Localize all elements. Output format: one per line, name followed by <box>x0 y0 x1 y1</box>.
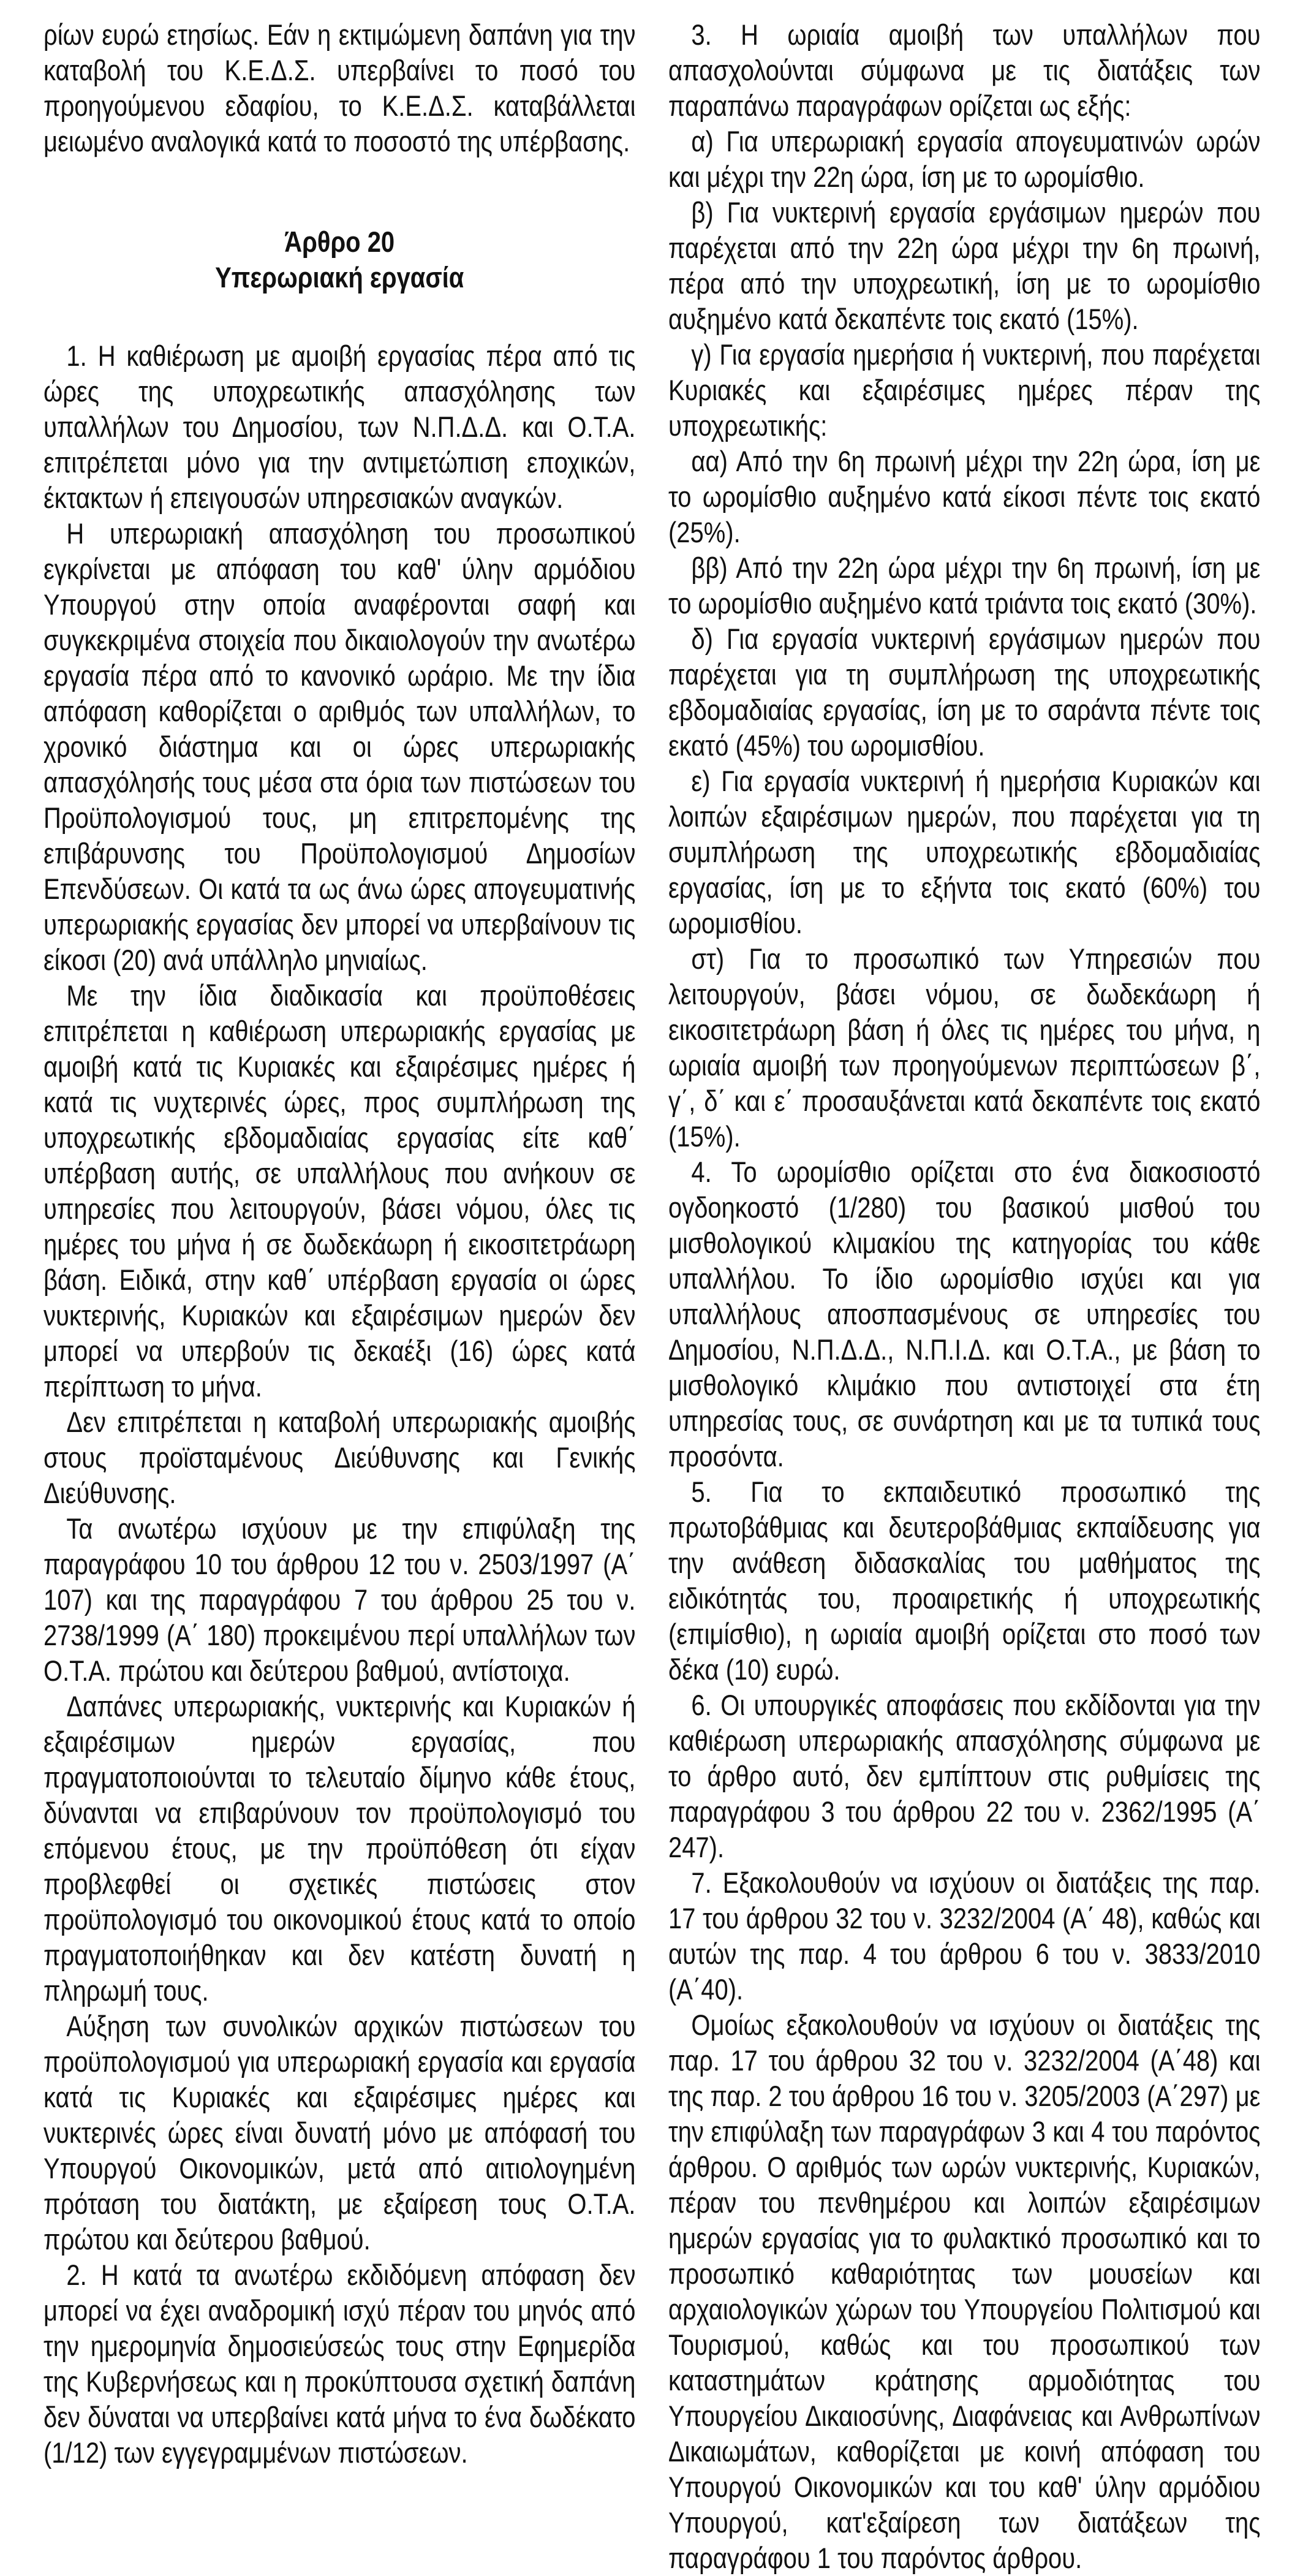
paragraph: Αύξηση των συνολικών αρχικών πιστώσεων του προϋπολογισμού για υπερωριακή εργασία και εργασία κατά τις Κυριακές και εξαιρέσιμες ημέρες και νυκτερινές ώρες είναι δυνατή μόνο με απόφασή του Υπουργού Οικονομικών, μετά από αιτιολογημένη πρόταση του διατάκτη, με εξαίρεση τους Ο.Τ.Α. πρώτου και δεύτερου βαθμού. <box>43 2010 636 2256</box>
paragraph: Ομοίως εξακολουθούν να ισχύουν οι διατάξεις της παρ. 17 του άρθρου 32 του ν. 3232/2004 (Α΄48) και της παρ. 2 του άρθρου 16 του ν. 3205/2003 (Α΄297) με την επιφύλαξη των παραγράφων 3 και 4 του παρόντος άρθρου. Ο αριθμός των ωρών νυκτερινής, Κυριακών, πέραν του πενθημέρου και λοιπών εξαιρέσιμων ημερών εργασίας για το φυλακτικό προσωπικό και το προσωπικό καθαριότητας των μουσείων και αρχαιολογικών χώρων του Υπουργείου Πολιτισμού και Τουρισμού, καθώς και του προσωπικού των καταστημάτων κράτησης αρμοδιότητας του Υπουργείου Δικαιοσύνης, Διαφάνειας και Ανθρωπίνων Δικαιωμάτων, καθορίζεται με κοινή απόφαση του Υπουργού Οικονομικών και του καθ' ύλην αρμόδιου Υπουργού, κατ'εξαίρεση των διατάξεων της παραγράφου 1 του παρόντος άρθρου. <box>668 2009 1261 2574</box>
paragraph: ββ) Από την 22η ώρα μέχρι την 6η πρωινή, ίση με το ωρομίσθιο αυξημένο κατά τριάντα τοις εκατό (30%). <box>668 551 1261 619</box>
right-column <box>668 17 1303 2576</box>
paragraph: Τα ανωτέρω ισχύουν με την επιφύλαξη της παραγράφου 10 του άρθρου 12 του ν. 2503/1997 (Α΄ 107) και της παραγράφου 7 του άρθρου 25 του ν. 2738/1999 (Α΄ 180) προκειμένου περί υπαλλήλων των Ο.Τ.Α. πρώτου και δεύτερου βαθμού, αντίστοιχα. <box>43 1512 636 1687</box>
paragraph: Δεν επιτρέπεται η καταβολή υπερωριακής αμοιβής στους προϊσταμένους Διεύθυνσης και Γενικής Διεύθυνσης. <box>43 1406 636 1509</box>
paragraph: 7. Εξακολουθούν να ισχύουν οι διατάξεις της παρ. 17 του άρθρου 32 του ν. 3232/2004 (Α΄ 48), καθώς και αυτών της παρ. 4 του άρθρου 6 του ν. 3833/2010 (Α΄40). <box>668 1866 1261 2006</box>
paragraph: στ) Για το προσωπικό των Υπηρεσιών που λειτουργούν, βάσει νόμου, σε δωδεκάωρη ή εικοσιτετράωρη βάση ή όλες τις ημέρες του μήνα, η ωριαία αμοιβή των προηγούμενων περιπτώσεων β΄, γ΄, δ΄ και ε΄ προσαυξάνεται κατά δεκαπέντε τοις εκατό (15%). <box>668 942 1261 1153</box>
paragraph: γ) Για εργασία ημερήσια ή νυκτερινή, που παρέχεται Κυριακές και εξαιρέσιμες ημέρες πέραν της υποχρεωτικής: <box>668 338 1261 442</box>
article-number: Άρθρο 20 <box>284 225 395 258</box>
paragraph: 6. Οι υπουργικές αποφάσεις που εκδίδονται για την καθιέρωση υπερωριακής απασχόλησης σύμφωνα με το άρθρο αυτό, δεν εμπίπτουν στις ρυθμίσεις της παραγράφου 3 του άρθρου 22 του ν. 2362/1995 (Α΄ 247). <box>668 1689 1261 1863</box>
article-title: Υπερωριακή εργασία <box>215 261 464 294</box>
paragraph: 4. Το ωρομίσθιο ορίζεται στο ένα διακοσιοστό ογδοηκοστό (1/280) του βασικού μισθού του μισθολογικού κλιμακίου της κατηγορίας του κάθε υπαλλήλου. Το ίδιο ωρομίσθιο ισχύει και για υπαλλήλους αποσπασμένους σε υπηρεσίες του Δημοσίου, Ν.Π.Δ.Δ., Ν.Π.Ι.Δ. και Ο.Τ.Α., με βάση το μισθολογικό κλιμάκιο που αντιστοιχεί στα έτη υπηρεσίας τους, σε συνάρτηση και με τα τυπικά τους προσόντα. <box>668 1156 1261 1472</box>
continuation-paragraph: ρίων ευρώ ετησίως. Εάν η εκτιμώμενη δαπάνη για την καταβολή του Κ.Ε.Δ.Σ. υπερβαίνει το ποσό του προηγούμενου εδαφίου, το Κ.Ε.Δ.Σ. καταβάλλεται μειωμένο αναλογικά κατά το ποσοστό της υπέρβασης. <box>43 18 636 157</box>
paragraph: 1. Η καθιέρωση με αμοιβή εργασίας πέρα από τις ώρες της υποχρεωτικής απασχόλησης των υπαλλήλων του Δημοσίου, των Ν.Π.Δ.Δ. και Ο.Τ.Α. επιτρέπεται μόνο για την αντιμετώπιση εποχικών, έκτακτων ή επειγουσών υπηρεσιακών αναγκών. <box>43 339 636 514</box>
paragraph: ε) Για εργασία νυκτερινή ή ημερήσια Κυριακών και λοιπών εξαιρέσιμων ημερών, που παρέχεται για τη συμπλήρωση της υποχρεωτικής εβδομαδιαίας εργασίας, ίση με το εξήντα τοις εκατό (60%) του ωρομισθίου. <box>668 765 1261 939</box>
paragraph: Με την ίδια διαδικασία και προϋποθέσεις επιτρέπεται η καθιέρωση υπερωριακής εργασίας με αμοιβή κατά τις Κυριακές και εξαιρέσιμες ημέρες ή κατά τις νυχτερινές ώρες, προς συμπλήρωση της υποχρεωτικής εβδομαδιαίας εργασίας είτε καθ΄ υπέρβαση αυτής, σε υπαλλήλους που ανήκουν σε υπηρεσίες που λειτουργούν, βάσει νόμου, όλες τις ημέρες του μήνα ή σε δωδεκάωρη ή εικοσιτετράωρη βάση. Ειδικά, στην καθ΄ υπέρβαση εργασία οι ώρες νυκτερινής, Κυριακών και εξαιρέσιμων ημερών δεν μπορεί να υπερβούν τις δεκαέξι (16) ώρες κατά περίπτωση το μήνα. <box>43 979 636 1403</box>
paragraph: β) Για νυκτερινή εργασία εργάσιμων ημερών που παρέχεται από την 22η ώρα μέχρι την 6η πρωινή, πέρα από την υποχρεωτική, ίση με το ωρομίσθιο αυξημένο κατά δεκαπέντε τοις εκατό (15%). <box>668 196 1261 335</box>
paragraph: α) Για υπερωριακή εργασία απογευματινών ωρών και μέχρι την 22η ώρα, ίση με το ωρομίσθιο. <box>668 125 1261 193</box>
paragraph: 3. Η ωριαία αμοιβή των υπαλλήλων που απασχολούνται σύμφωνα με τις διατάξεις των παραπάνω παραγράφων ορίζεται ως εξής: <box>668 18 1261 122</box>
paragraph: 5. Για το εκπαιδευτικό προσωπικό της πρωτοβάθμιας και δευτεροβάθμιας εκπαίδευσης για την ανάθεση διδασκαλίας του μαθήματος της ειδικότητάς του, προαιρετικής ή υποχρεωτικής (επιμίσθιο), η ωριαία αμοιβή ορίζεται στο ποσό των δέκα (10) ευρώ. <box>668 1476 1261 1686</box>
paragraph: 2. Η κατά τα ανωτέρω εκδιδόμενη απόφαση δεν μπορεί να έχει αναδρομική ισχύ πέραν του μηνός από την ημερομηνία δημοσιεύσεώς τους στην Εφημερίδα της Κυβερνήσεως και η προκύπτουσα σχετική δαπάνη δεν δύναται να υπερβαίνει κατά μήνα το ένα δωδέκατο (1/12) των εγγεγραμμένων πιστώσεων. <box>43 2259 636 2469</box>
paragraph: αα) Από την 6η πρωινή μέχρι την 22η ώρα, ίση με το ωρομίσθιο αυξημένο κατά είκοσι πέντε τοις εκατό (25%). <box>668 445 1261 548</box>
paragraph: Η υπερωριακή απασχόληση του προσωπικού εγκρίνεται με απόφαση του καθ' ύλην αρμόδιου Υπουργού στην οποία αναφέρονται σαφή και συγκεκριμένα στοιχεία που δικαιολογούν την ανωτέρω εργασία πέρα από το κανονικό ωράριο. Με την ίδια απόφαση καθορίζεται ο αριθμός των υπαλλήλων, το χρονικό διάστημα και οι ώρες υπερωριακής απασχόλησής τους μέσα στα όρια των πιστώσεων του Προϋπολογισμού τους, μη επιτρεπομένης της επιβάρυνσης του Προϋπολογισμού Δημοσίων Επενδύσεων. Οι κατά τα ως άνω ώρες απογευματινής υπερωριακής εργασίας δεν μπορεί να υπερβαίνουν τις είκοσι (20) ανά υπάλληλο μηνιαίως. <box>43 517 636 976</box>
article-heading <box>43 224 635 295</box>
left-column <box>43 17 740 2471</box>
paragraph: δ) Για εργασία νυκτερινή εργάσιμων ημερών που παρέχεται για τη συμπλήρωση της υποχρεωτικής εβδομαδιαίας εργασίας, ίση με το σαράντα πέντε τοις εκατό (45%) του ωρομισθίου. <box>668 623 1261 762</box>
paragraph: Δαπάνες υπερωριακής, νυκτερινής και Κυριακών ή εξαιρέσιμων ημερών εργασίας, που πραγματοποιούνται το τελευταίο δίμηνο κάθε έτους, δύνανται να επιβαρύνουν τον προϋπολογισμό του επόμενου έτους, με την προϋπόθεση ότι είχαν προβλεφθεί οι σχετικές πιστώσεις στον προϋπολογισμό του οικονομικού έτους κατά το οποίο πραγματοποιήθηκαν και δεν κατέστη δυνατή η πληρωμή τους. <box>43 1690 636 2007</box>
